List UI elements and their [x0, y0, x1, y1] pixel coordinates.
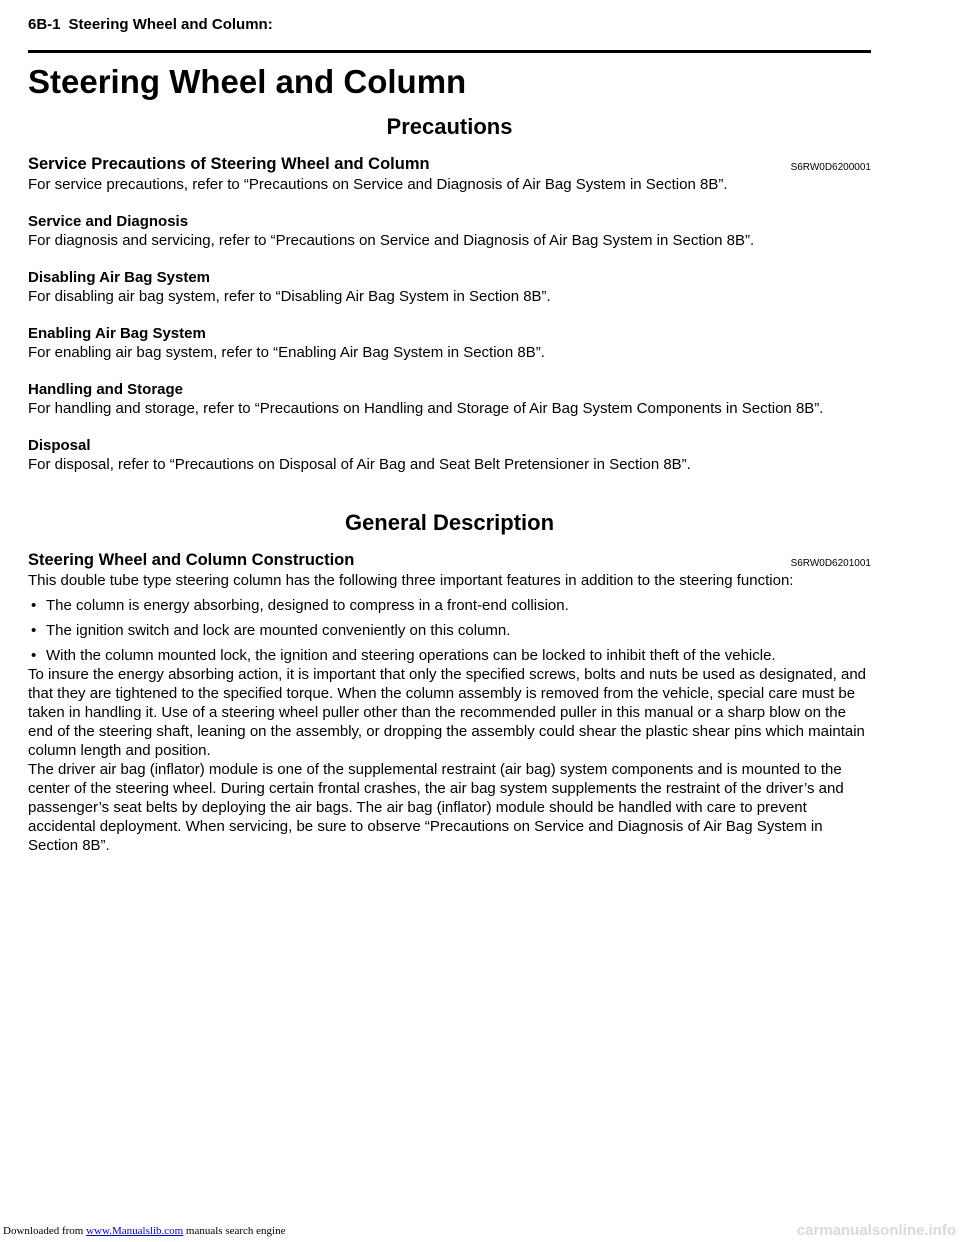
general-description-heading: General Description [344, 510, 555, 535]
service-precautions-title: Service Precautions of Steering Wheel and Column [28, 155, 430, 173]
header-rule [28, 50, 871, 53]
disposal-text: For disposal, refer to “Precautions on Disposal of Air Bag and Seat Belt Pretensioner in Section 8B”. [28, 456, 691, 473]
handling-title: Handling and Storage [28, 381, 184, 398]
construction-title: Steering Wheel and Column Construction [28, 551, 355, 569]
service-precautions-intro: For service precautions, refer to “Precautions on Service and Diagnosis of Air Bag System in Section 8B”. [28, 176, 728, 193]
manualslib-link[interactable]: www.Manualslib.com [86, 1225, 184, 1237]
list-item-text: The ignition switch and lock are mounted conveniently on this column. [46, 622, 511, 639]
feature-list [28, 596, 871, 665]
download-notice [3, 1225, 285, 1237]
energy-absorbing-paragraph: To insure the energy absorbing action, it is important that only the specified screws, bolts and nuts be used as designated, and that they are tightened to the specified torque. When the column assembly is removed from the vehicle, special care must be taken in handling it. Use of a steering wheel puller other than the recommended puller in this manual or a sharp blow on the end of the steering shaft, leaning on the assembly, or dropping the assembly could shear the plastic shear pins which maintain column length and position. [28, 666, 867, 759]
watermark: carmanualsonline.info [796, 1222, 956, 1239]
section-number: 6B-1 [28, 16, 61, 33]
list-item-text: The column is energy absorbing, designed to compress in a front-end collision. [46, 597, 569, 614]
service-precautions-heading [28, 154, 871, 174]
construction-code: S6RW0D6201001 [790, 558, 871, 569]
precautions-heading: Precautions [386, 114, 513, 139]
disabling-title: Disabling Air Bag System [28, 269, 210, 286]
enabling-text: For enabling air bag system, refer to “Enabling Air Bag System in Section 8B”. [28, 344, 545, 361]
page-footer [0, 1222, 960, 1242]
air-bag-module-paragraph: The driver air bag (inflator) module is one of the supplemental restraint (air bag) system components and is mounted to the center of the steering wheel. During certain frontal crashes, the air bag system supplements the restraint of the driver’s and passenger’s seat belts by deploying the air bags. The air bag (inflator) module should be handled with care to prevent accidental deployment. When servicing, be sure to observe “Precautions on Service and Diagnosis of Air Bag System in Section 8B”. [28, 761, 844, 854]
disabling-text: For disabling air bag system, refer to “Disabling Air Bag System in Section 8B”. [28, 288, 551, 305]
construction-intro: This double tube type steering column has the following three important features in addition to the steering function: [28, 572, 794, 589]
bullet-icon: • [31, 647, 37, 664]
download-suffix: manuals search engine [185, 1225, 286, 1237]
page-content [28, 62, 871, 855]
bullet-icon: • [31, 622, 37, 639]
list-item [28, 621, 871, 640]
download-prefix: Downloaded from [3, 1225, 84, 1237]
service-precautions-code: S6RW0D6200001 [790, 162, 871, 173]
service-diagnosis-text: For diagnosis and servicing, refer to “Precautions on Service and Diagnosis of Air Bag System in Section 8B”. [28, 232, 755, 249]
page-title: Steering Wheel and Column [28, 63, 467, 100]
handling-text: For handling and storage, refer to “Precautions on Handling and Storage of Air Bag System Components in Section 8B”. [28, 400, 824, 417]
bullet-icon: • [31, 597, 37, 614]
construction-heading [28, 550, 871, 570]
page-header [28, 16, 871, 34]
enabling-title: Enabling Air Bag System [28, 325, 206, 342]
list-item-text: With the column mounted lock, the ignition and steering operations can be locked to inhibit theft of the vehicle. [46, 647, 776, 664]
disposal-title: Disposal [28, 437, 91, 454]
section-title: Steering Wheel and Column: [68, 16, 273, 33]
service-diagnosis-title: Service and Diagnosis [28, 213, 189, 230]
list-item [28, 646, 871, 665]
header-text [28, 16, 871, 34]
list-item [28, 596, 871, 615]
